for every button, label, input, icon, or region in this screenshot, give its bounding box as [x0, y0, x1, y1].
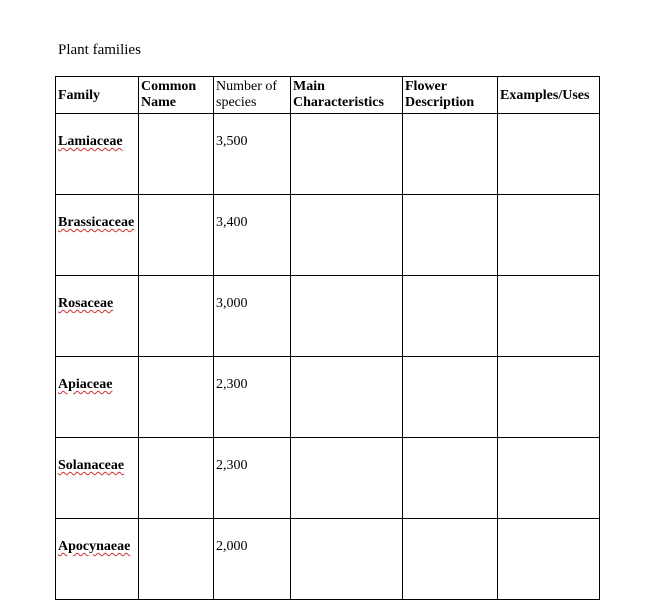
- header-main-line1: Main: [293, 79, 325, 94]
- table-row: [56, 519, 600, 600]
- common-name-cell[interactable]: [139, 438, 214, 519]
- examples-uses-cell[interactable]: [498, 195, 600, 276]
- examples-uses-cell[interactable]: [498, 276, 600, 357]
- common-name-cell[interactable]: [139, 357, 214, 438]
- common-name-cell[interactable]: [139, 519, 214, 600]
- main-characteristics-cell[interactable]: [291, 114, 403, 195]
- family-cell[interactable]: [56, 195, 139, 276]
- main-characteristics-cell[interactable]: [291, 357, 403, 438]
- main-characteristics-cell[interactable]: [291, 195, 403, 276]
- family-cell[interactable]: [56, 438, 139, 519]
- examples-uses-cell[interactable]: [498, 114, 600, 195]
- document-title: Plant families: [58, 42, 141, 58]
- table-row: [56, 195, 600, 276]
- species-count-cell[interactable]: 2,000: [214, 519, 291, 600]
- header-family-label: Family: [58, 88, 100, 103]
- main-characteristics-cell[interactable]: [291, 519, 403, 600]
- species-count-cell[interactable]: 3,400: [214, 195, 291, 276]
- table-row: [56, 357, 600, 438]
- header-main-line2: Characteristics: [293, 95, 384, 110]
- family-name: Rosaceae: [58, 296, 114, 311]
- main-characteristics-cell[interactable]: [291, 276, 403, 357]
- examples-uses-cell[interactable]: [498, 519, 600, 600]
- species-count-cell[interactable]: 3,000: [214, 276, 291, 357]
- header-common-name-line2: Name: [141, 95, 176, 110]
- common-name-cell[interactable]: [139, 276, 214, 357]
- family-cell[interactable]: [56, 519, 139, 600]
- header-species-line1: Number of: [216, 79, 278, 94]
- header-flower-line1: Flower: [405, 79, 447, 94]
- flower-description-cell[interactable]: [403, 519, 498, 600]
- flower-description-cell[interactable]: [403, 276, 498, 357]
- header-main-characteristics: [291, 77, 403, 114]
- table-row: [56, 114, 600, 195]
- family-name: Solanaceae: [58, 458, 125, 473]
- species-count-cell[interactable]: 2,300: [214, 357, 291, 438]
- common-name-cell[interactable]: [139, 114, 214, 195]
- header-examples-label: Examples/Uses: [500, 88, 590, 103]
- family-cell[interactable]: [56, 276, 139, 357]
- examples-uses-cell[interactable]: [498, 438, 600, 519]
- family-name: Apiaceae: [58, 377, 113, 392]
- family-cell[interactable]: [56, 114, 139, 195]
- flower-description-cell[interactable]: [403, 357, 498, 438]
- family-name: Apocynaeae: [58, 539, 131, 554]
- header-number-of-species: [214, 77, 291, 114]
- table-row: [56, 276, 600, 357]
- family-name: Lamiaceae: [58, 134, 123, 149]
- flower-description-cell[interactable]: [403, 438, 498, 519]
- header-examples-uses: [498, 77, 600, 114]
- examples-uses-cell[interactable]: [498, 357, 600, 438]
- main-characteristics-cell[interactable]: [291, 438, 403, 519]
- header-family: [56, 77, 139, 114]
- header-common-name-line1: Common: [141, 79, 197, 94]
- family-cell[interactable]: [56, 357, 139, 438]
- family-name: Brassicaceae: [58, 215, 135, 230]
- table-row: [56, 438, 600, 519]
- plant-families-table: [55, 76, 600, 600]
- header-row: [56, 77, 600, 114]
- flower-description-cell[interactable]: [403, 195, 498, 276]
- header-flower-description: [403, 77, 498, 114]
- flower-description-cell[interactable]: [403, 114, 498, 195]
- species-count-cell[interactable]: 3,500: [214, 114, 291, 195]
- species-count-cell[interactable]: 2,300: [214, 438, 291, 519]
- header-common-name: [139, 77, 214, 114]
- header-species-line2: species: [216, 95, 257, 110]
- common-name-cell[interactable]: [139, 195, 214, 276]
- header-flower-line2: Description: [405, 95, 475, 110]
